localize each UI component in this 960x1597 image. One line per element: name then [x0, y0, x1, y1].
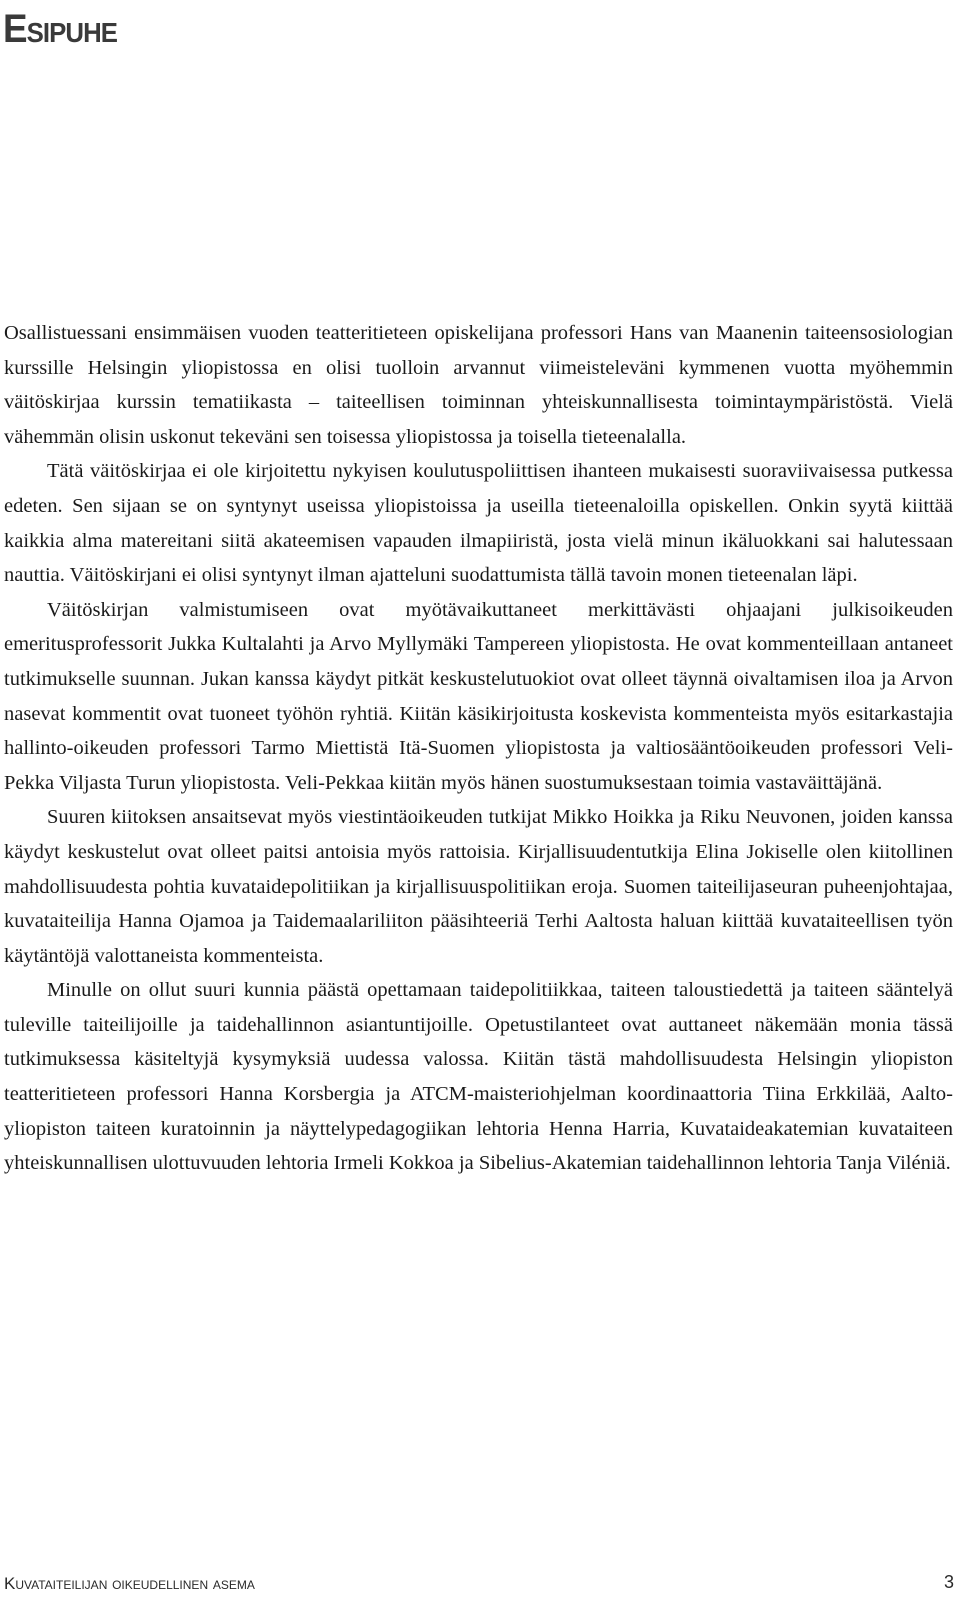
page-number: 3 — [943, 1572, 954, 1592]
preface-body — [4, 316, 953, 1181]
paragraph: Väitöskirjan valmistumiseen ovat myötävaikuttaneet merkittävästi ohjaajani julkisoikeuden emeritusprofessorit Jukka Kultalahti ja Arvo Myllymäki Tampereen yliopistosta. He ovat kommenteillaan antaneet tutkimukselle suunnan. Jukan kanssa käydyt pitkät keskustelutuokiot ovat olleet täynnä oivaltamisen iloa ja Arvon nasevat kommentit ovat tuoneet työhön ryhtiä. Kiitän käsikirjoitusta koskevista kommenteista myös esitarkastajia hallinto-oikeuden professori Tarmo Miettistä Itä-Suomen yliopistosta ja valtiosääntöoikeuden professori Veli-Pekka Viljasta Turun yliopistosta. Veli-Pekkaa kiitän myös hänen suostumuksestaan toimia vastaväittäjänä. — [4, 598, 953, 794]
paragraph: Minulle on ollut suuri kunnia päästä opettamaan taidepolitiikkaa, taiteen taloustiedettä ja taiteen sääntelyä tuleville taiteilijoille ja taidehallinnon asiantuntijoille. Opetustilanteet ovat auttaneet näkemään monia tässä tutkimuksessa käsiteltyjä kysymyksiä uudessa valossa. Kiitän tästä mahdollisuudesta Helsingin yliopiston teatteritieteen professori Hanna Korsbergia ja ATCM-maisteriohjelman koordinaattoria Tiina Erkkilää, Aalto-yliopiston taiteen kuratoinnin ja näyttelypedagogiikan lehtoria Henna Harria, Kuvataideakatemian kuvataiteen yhteiskunnallisen ulottuvuuden lehtoria Irmeli Kokkoa ja Sibelius-Akatemian taidehallinnon lehtoria Tanja Viléniä. — [4, 979, 953, 1175]
paragraph: Osallistuessani ensimmäisen vuoden teatteritieteen opiskelijana professori Hans van Maanenin taiteensosiologian kurssille Helsingin yliopistossa en olisi tuolloin arvannut viimeisteleväni kymmenen vuotta myöhemmin väitöskirjaa kurssin tematiikasta – taiteellisen toiminnan yhteiskunnallisesta toimintaympäristöstä. Vielä vähemmän olisin uskonut tekeväni sen toisessa yliopistossa ja toisella tieteenalalla. — [4, 322, 953, 448]
paragraph: Tätä väitöskirjaa ei ole kirjoitettu nykyisen koulutuspoliittisen ihanteen mukaisesti suoraviivaisessa putkessa edeten. Sen sijaan se on syntynyt useissa yliopistoissa ja useilla tieteenaloilla opiskellen. Onkin syytä kiittää kaikkia alma matereitani siitä akateemisen vapauden ilmapiiristä, josta vielä minun ikäluokkani sai halutessaan nauttia. Väitöskirjani ei olisi syntynyt ilman ajatteluni suodattumista tällä tavoin monen tieteenalan läpi. — [4, 460, 953, 587]
page-title: Esipuhe — [3, 7, 118, 51]
running-footer-title: Kuvataiteilijan oikeudellinen asema — [4, 1574, 255, 1593]
paragraph: Suuren kiitoksen ansaitsevat myös viestintäoikeuden tutkijat Mikko Hoikka ja Riku Neuvonen, joiden kanssa käydyt keskustelut ovat olleet paitsi antoisia myös rattoisia. Kirjallisuudentutkija Elina Jokiselle olen kiitollinen mahdollisuudesta pohtia kuvataidepolitiikan ja kirjallisuuspolitiikan eroja. Suomen taiteilijaseuran puheenjohtajaa, kuvataiteilija Hanna Ojamoa ja Taidemaalariliiton pääsihteeriä Terhi Aaltosta haluan kiittää kuvataiteellisen työn käytäntöjä valottaneista kommenteista. — [4, 806, 953, 967]
